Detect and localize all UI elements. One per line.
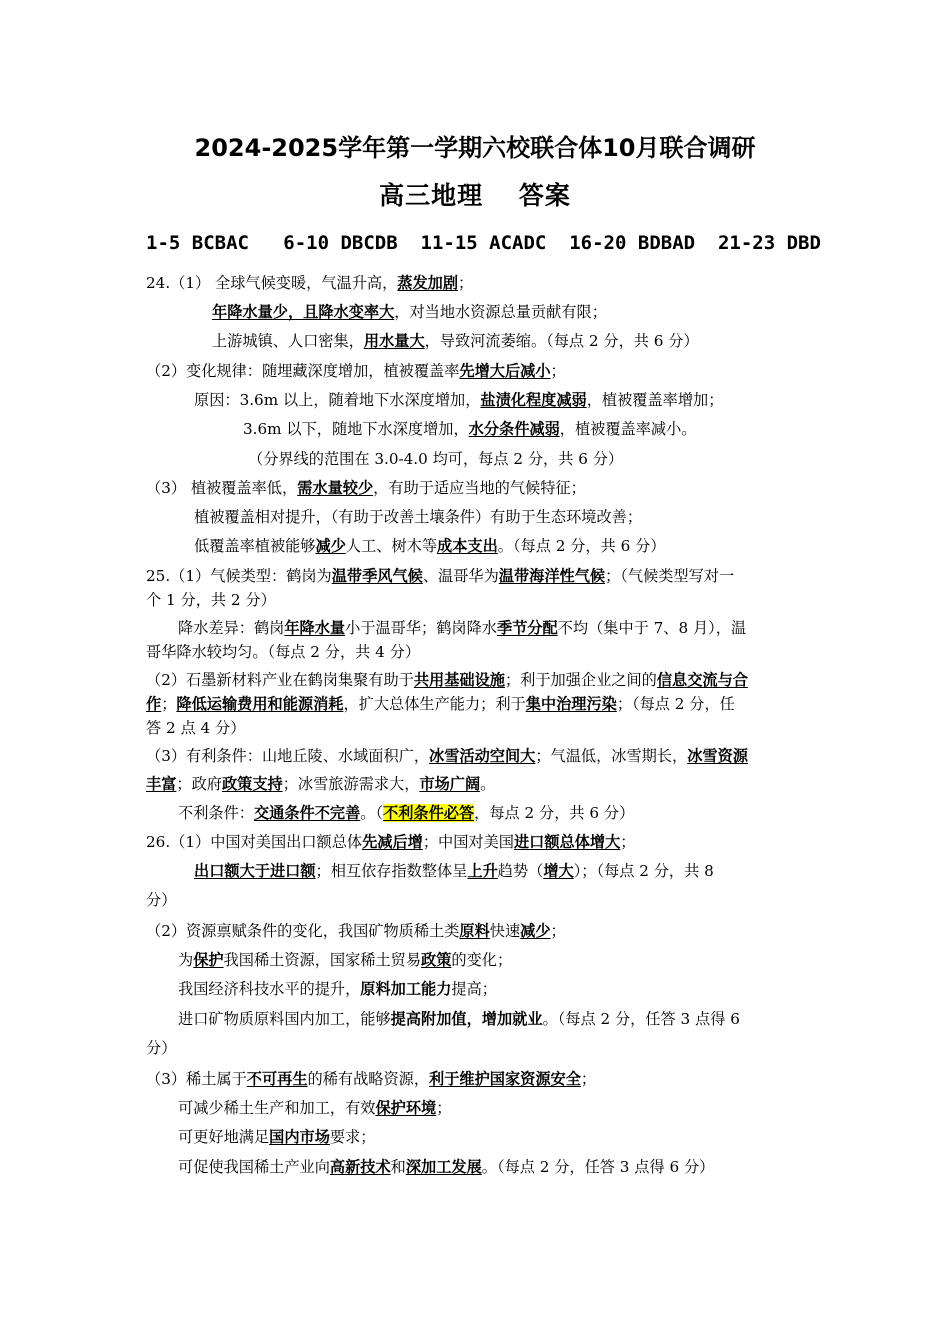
answer-text: ； [458, 274, 474, 292]
answer-text: （2）变化规律：随埋藏深度增加，植被覆盖率 [146, 362, 460, 380]
answer-text: （3）稀土属于 [146, 1070, 247, 1088]
answer-text: 26.（1）中国对美国出口额总体 [146, 833, 363, 851]
document-title: 2024-2025学年第一学期六校联合体10月联合调研 [194, 134, 756, 162]
answer-line [194, 506, 642, 528]
answer-line [146, 745, 748, 767]
key-point: 用水量大 [363, 332, 425, 350]
key-point: 进口额总体增大 [513, 833, 621, 851]
answer-line [178, 1097, 451, 1119]
answer-text: 可更好地满足 [178, 1128, 270, 1146]
answer-line [178, 802, 634, 824]
answer-text: 原因：3.6m 以上，随着地下水深度增加， [194, 391, 481, 409]
key-point: 先减后增 [362, 833, 423, 851]
answer-text: ；政府 [176, 775, 222, 793]
answer-text: 低覆盖率植被能够 [194, 537, 316, 555]
answer-text: ，导致河流萎缩。（每点 2 分，共 6 分） [424, 332, 699, 350]
answer-text: ； [550, 922, 566, 940]
answer-text: ；中国对美国 [422, 833, 514, 851]
key-point: 提高附加值，增加就业 [390, 1010, 543, 1028]
answer-text: 可减少稀土生产和加工，有效 [178, 1099, 376, 1117]
answer-line [243, 418, 696, 440]
answer-text: （分界线的范围在 3.0-4.0 均可，每点 2 分，共 6 分） [248, 450, 624, 468]
key-point: 信息交流与合 [656, 671, 748, 689]
key-point: 共用基础设施 [413, 671, 505, 689]
key-point: 交通条件不完善 [253, 804, 361, 822]
answer-line [178, 617, 746, 639]
answer-text: ； [580, 1070, 597, 1088]
answer-text: ；冰雪旅游需求大， [282, 775, 420, 793]
answer-text: ，有助于适应当地的气候特征； [373, 479, 586, 497]
answer-text: 进口矿物质原料国内加工，能够 [178, 1010, 391, 1028]
key-point: 先增大后减小 [459, 362, 551, 380]
answer-text: 。（每点 2 分，任答 3 点得 6 [542, 1010, 740, 1028]
answer-line [146, 477, 586, 499]
answer-text: 。 [480, 775, 496, 793]
answer-line [146, 360, 566, 382]
answer-line [178, 1156, 714, 1178]
answer-line [178, 949, 512, 971]
answer-text: 答 2 点 4 分） [146, 719, 246, 737]
answer-text: 24.（1） 全球气候变暖，气温升高， [146, 274, 398, 292]
answer-line [146, 272, 473, 294]
key-point: 保护环境 [375, 1099, 437, 1117]
answer-text: ； [620, 833, 636, 851]
answer-text: ；（气候类型写对一 [605, 567, 735, 585]
answer-line [146, 889, 176, 911]
answer-line [146, 565, 734, 587]
answer-line [178, 1008, 740, 1030]
answer-line [212, 330, 699, 352]
key-point: 不可再生 [246, 1070, 308, 1088]
answer-text: （3） 植被覆盖率低， [146, 479, 298, 497]
answer-text: 人工、树木等 [345, 537, 437, 555]
answer-text: 。（ [360, 804, 384, 822]
answer-text: 25.（1）气候类型：鹤岗为 [146, 567, 332, 585]
key-point: 原料加工能力 [360, 980, 452, 998]
key-point: 年降水量少，且降水变率大 [212, 303, 395, 321]
key-point: 冰雪活动空间大 [429, 747, 536, 765]
answer-text: 。（每点 2 分，任答 3 点得 6 分） [481, 1158, 715, 1176]
key-point: 作 [146, 695, 162, 713]
answer-text: ； [550, 362, 566, 380]
answer-text: 上游城镇、人口密集， [212, 332, 364, 350]
key-point: 年降水量 [284, 619, 346, 637]
key-point: 政策 [421, 951, 452, 969]
answer-text: ）；（每点 2 分，共 8 [573, 862, 714, 880]
answer-text: 个 1 分，共 2 分） [146, 591, 276, 609]
answer-text: ，每点 2 分，共 6 分） [474, 804, 635, 822]
answer-text: 和 [390, 1158, 406, 1176]
key-point: 保护 [193, 951, 224, 969]
answer-line [248, 448, 623, 470]
answer-line [178, 978, 497, 1000]
document-subtitle: 高三地理 答案 [379, 181, 571, 210]
key-point: 水分条件减弱 [468, 420, 560, 438]
answer-line [146, 1037, 176, 1059]
key-point: 集中治理污染 [525, 695, 617, 713]
answer-line [146, 669, 748, 691]
key-point: 需水量较少 [297, 479, 374, 497]
answer-line [194, 535, 665, 557]
answer-line [212, 301, 607, 323]
key-point: 深加工发展 [405, 1158, 482, 1176]
answer-text: ，扩大总体生产能力；利于 [343, 695, 526, 713]
key-point: 政策支持 [221, 775, 283, 793]
key-point: 减少 [520, 922, 551, 940]
key-point: 减少 [315, 537, 346, 555]
key-point: 利于维护国家资源安全 [429, 1070, 581, 1088]
answer-text: ；气温低，冰雪期长， [535, 747, 688, 765]
answer-text: 分） [146, 891, 177, 909]
key-point: 增大 [543, 862, 574, 880]
answer-text: 要求； [329, 1128, 376, 1146]
answer-text: 分） [146, 1039, 177, 1057]
answer-line [146, 717, 245, 739]
answer-text: （2）资源禀赋条件的变化，我国矿物质稀土类 [146, 922, 460, 940]
key-point: 国内市场 [269, 1128, 330, 1146]
answer-text: 趋势（ [497, 862, 544, 880]
answer-line [146, 920, 566, 942]
answer-text: ；（每点 2 分，任 [616, 695, 735, 713]
key-point: 盐渍化程度减弱 [480, 391, 587, 409]
answer-text: ； [161, 695, 177, 713]
key-point: 丰富 [146, 775, 177, 793]
answer-line [194, 860, 714, 882]
key-point: 不利条件必答 [383, 804, 475, 822]
key-point: 出口额大于进口额 [194, 862, 316, 880]
key-point: 高新技术 [329, 1158, 391, 1176]
answer-line [146, 1068, 596, 1090]
answer-line [178, 1126, 375, 1148]
key-point: 市场广阔 [419, 775, 481, 793]
answer-text: 的稀有战略资源， [307, 1070, 430, 1088]
answer-text: 降水差异：鹤岗 [178, 619, 285, 637]
answer-text: 哥华降水较均匀。（每点 2 分，共 4 分） [146, 643, 421, 661]
answer-text: ，植被覆盖率增加； [586, 391, 724, 409]
key-point: 温带海洋性气候 [498, 567, 606, 585]
key-point: 蒸发加剧 [397, 274, 459, 292]
answer-text: ，植被覆盖率减小。 [559, 420, 697, 438]
key-point: 降低运输费用和能源消耗 [176, 695, 344, 713]
answer-line [146, 773, 495, 795]
key-point: 上升 [467, 862, 498, 880]
answer-line [146, 831, 635, 853]
answer-text: 可促使我国稀土产业向 [178, 1158, 330, 1176]
answer-text: 提高； [451, 980, 497, 998]
answer-text: ；相互依存指数整体呈 [315, 862, 468, 880]
answer-text: 小于温哥华；鹤岗降水 [345, 619, 497, 637]
answer-text: 3.6m 以下，随地下水深度增加， [243, 420, 469, 438]
answer-text: 的变化； [451, 951, 513, 969]
answer-text: 植被覆盖相对提升，（有助于改善土壤条件）有助于生态环境改善； [194, 508, 643, 526]
key-point: 成本支出 [437, 537, 498, 555]
answer-text: （3）有利条件：山地丘陵、水域面积广， [146, 747, 430, 765]
answer-text: 快速 [489, 922, 521, 940]
answer-text: ； [436, 1099, 452, 1117]
key-point: 季节分配 [496, 619, 558, 637]
key-point: 温带季风气候 [331, 567, 423, 585]
multiple-choice-answers: 1-5 BCBAC 6-10 DBCDB 11-15 ACADC 16-20 BDBAD 21-23 DBD [146, 232, 821, 254]
answer-text: 不均（集中于 7、8 月），温 [557, 619, 747, 637]
answer-line [146, 589, 276, 611]
key-point: 原料 [459, 922, 490, 940]
answer-line [194, 389, 723, 411]
answer-text: （2）石墨新材料产业在鹤岗集聚有助于 [146, 671, 414, 689]
answer-text: ，对当地水资源总量贡献有限； [394, 303, 607, 321]
answer-line [146, 641, 420, 663]
answer-text: 我国经济科技水平的提升， [178, 980, 361, 998]
answer-text: ；利于加强企业之间的 [504, 671, 657, 689]
answer-text: 我国稀土资源，国家稀土贸易 [223, 951, 421, 969]
answer-text: 、温哥华为 [422, 567, 499, 585]
answer-text: 。（每点 2 分，共 6 分） [497, 537, 666, 555]
answer-text: 不利条件： [178, 804, 254, 822]
key-point: 冰雪资源 [687, 747, 748, 765]
answer-text: 为 [178, 951, 194, 969]
answer-line [146, 693, 735, 715]
